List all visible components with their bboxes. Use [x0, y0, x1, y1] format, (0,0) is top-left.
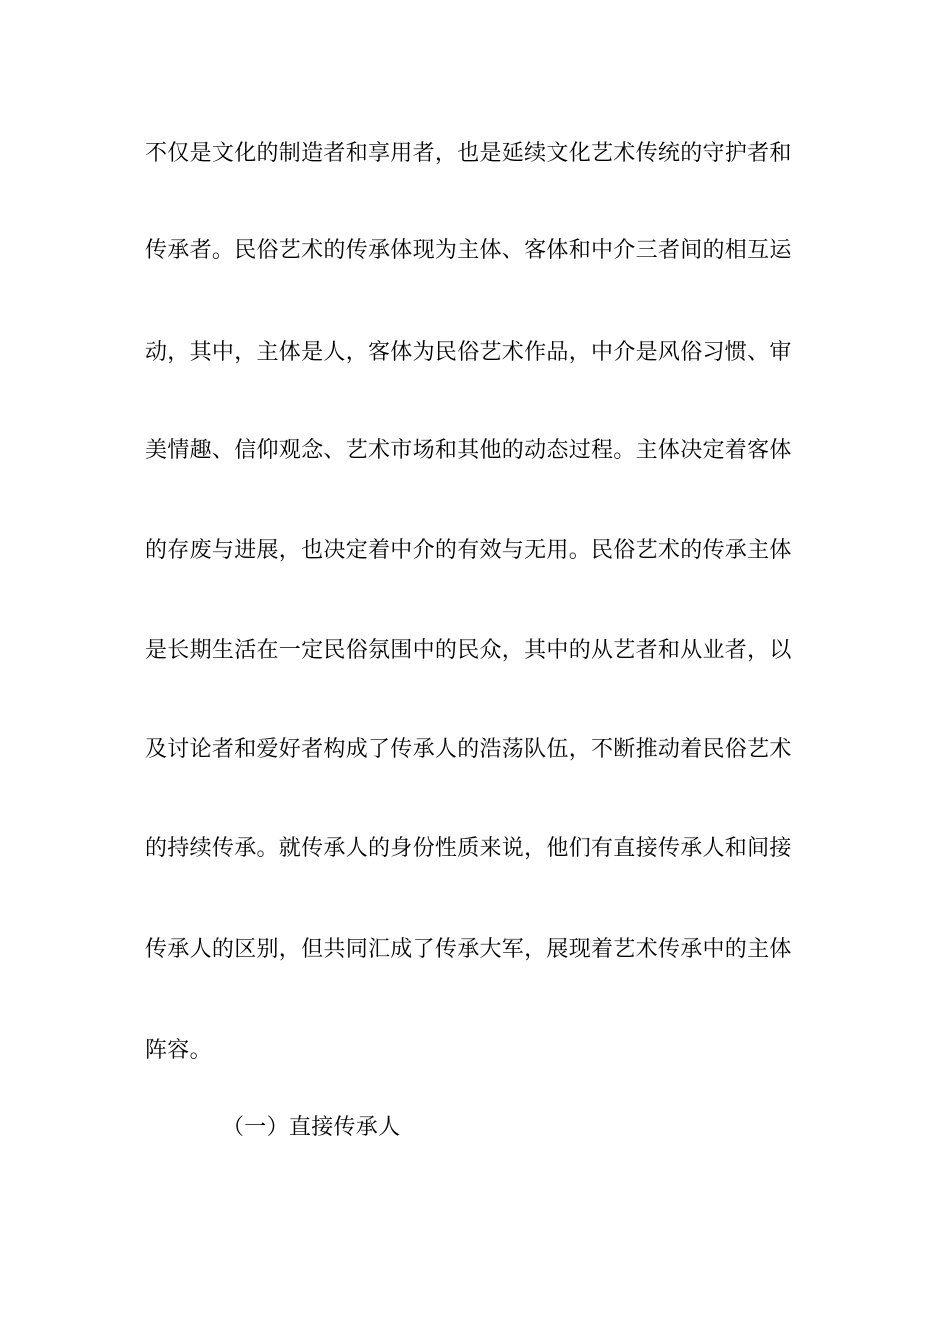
paragraph-line-4: 美情趣、信仰观念、艺术市场和其他的动态过程。主体决定着客体	[145, 438, 792, 463]
section-heading: （一）直接传承人	[222, 1115, 401, 1140]
paragraph-line-10: 阵容。	[145, 1038, 212, 1063]
paragraph-line-2: 传承者。民俗艺术的传承体现为主体、客体和中介三者间的相互运	[145, 238, 792, 263]
paragraph-line-3: 动，其中，主体是人，客体为民俗艺术作品，中介是风俗习惯、审	[145, 340, 792, 365]
paragraph-line-9: 传承人的区别，但共同汇成了传承大军，展现着艺术传承中的主体	[145, 937, 792, 962]
paragraph-line-7: 及讨论者和爱好者构成了传承人的浩荡队伍，不断推动着民俗艺术	[145, 737, 792, 762]
paragraph-line-6: 是长期生活在一定民俗氛围中的民众，其中的从艺者和从业者，以	[145, 638, 792, 663]
paragraph-line-8: 的持续传承。就传承人的身份性质来说，他们有直接传承人和间接	[145, 836, 792, 861]
paragraph-line-5: 的存废与进展，也决定着中介的有效与无用。民俗艺术的传承主体	[145, 538, 792, 563]
paragraph-line-1: 不仅是文化的制造者和享用者，也是延续文化艺术传统的守护者和	[145, 141, 792, 166]
